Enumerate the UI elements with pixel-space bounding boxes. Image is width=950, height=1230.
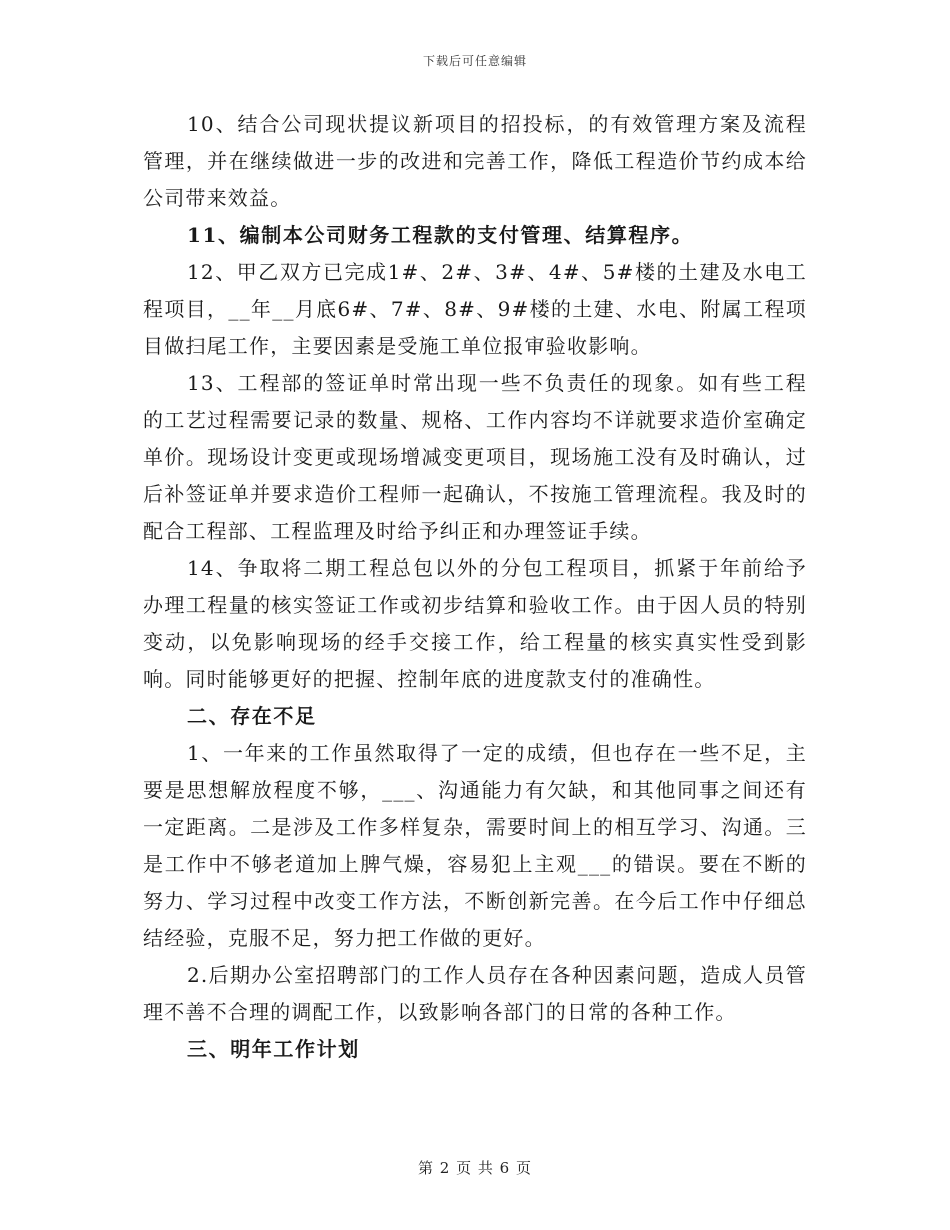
page-header: 下载后可任意编辑 [422, 54, 527, 68]
document-body [143, 106, 807, 1068]
paragraph-item-13: 13、工程部的签证单时常出现一些不负责任的现象。如有些工程的工艺过程需要记录的数量、规格、工作内容均不详就要求造价室确定单价。现场设计变更或现场增减变更项目，现场施工没有及时确认，过后补签证单并要求造价工程师一起确认，不按施工管理流程。我及时的配合工程部、工程监理及时给予纠正和办理签证手续。 [143, 371, 807, 543]
shortcoming-item-1: 1、一年来的工作虽然取得了一定的成绩，但也存在一些不足，主要是思想解放程度不够，___、沟通能力有欠缺，和其他同事之间还有一定距离。二是涉及工作多样复杂，需要时间上的相互学习、沟通。三是工作中不够老道加上脾气燥，容易犯上主观___的错误。要在不断的努力、学习过程中改变工作方法，不断创新完善。在今后工作中仔细总结经验，克服不足，努力把工作做的更好。 [143, 741, 807, 950]
page-number: 第 2 页 共 6 页 [418, 1159, 532, 1177]
paragraph-item-11: 11、编制本公司财务工程款的支付管理、结算程序。 [187, 223, 694, 247]
section-heading-next-year-plan: 三、明年工作计划 [187, 1037, 360, 1061]
paragraph-item-14: 14、争取将二期工程总包以外的分包工程项目，抓紧于年前给予办理工程量的核实签证工作或初步结算和验收工作。由于因人员的特别变动，以免影响现场的经手交接工作，给工程量的核实真实性受到影响。同时能够更好的把握、控制年底的进度款支付的准确性。 [143, 556, 807, 691]
paragraph-item-10: 10、结合公司现状提议新项目的招投标，的有效管理方案及流程管理，并在继续做进一步的改进和完善工作，降低工程造价节约成本给公司带来效益。 [143, 112, 807, 210]
section-heading-shortcomings: 二、存在不足 [187, 704, 317, 728]
shortcoming-item-2: 2.后期办公室招聘部门的工作人员存在各种因素问题，造成人员管理不善不合理的调配工作，以致影响各部门的日常的各种工作。 [143, 963, 807, 1024]
paragraph-item-12: 12、甲乙双方已完成1#、2#、3#、4#、5#楼的土建及水电工程项目，__年__月底6#、7#、8#、9#楼的土建、水电、附属工程项目做扫尾工作，主要因素是受施工单位报审验收影响。 [143, 260, 807, 358]
